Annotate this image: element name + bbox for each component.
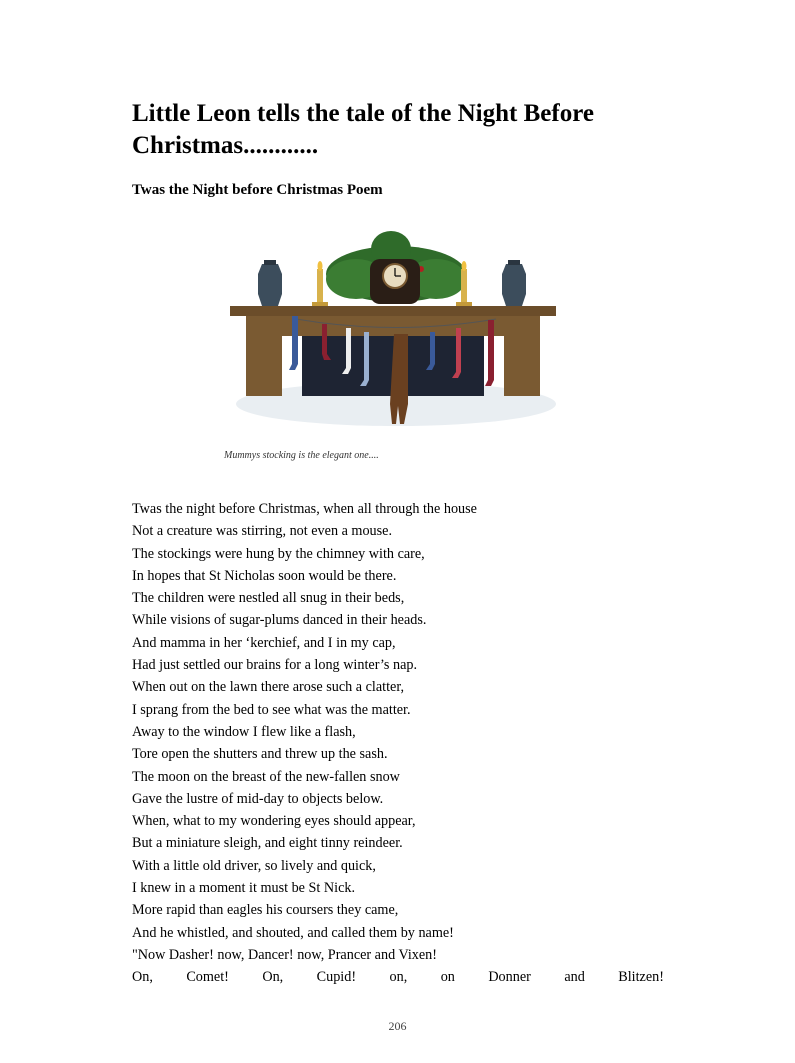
poem-line: The children were nestled all snug in their beds, — [132, 590, 405, 607]
poem-line: When, what to my wondering eyes should appear, — [132, 813, 416, 830]
poem-line: Tore open the shutters and threw up the sash. — [132, 746, 388, 763]
illustration-caption: Mummys stocking is the elegant one.... — [224, 450, 379, 461]
poem-line: And he whistled, and shouted, and called them by name! — [132, 924, 454, 941]
poem-line: When out on the lawn there arose such a clatter, — [132, 679, 405, 696]
vase-right — [502, 260, 526, 306]
poem-word: Blitzen! — [618, 969, 664, 986]
poem-line: The stockings were hung by the chimney with care, — [132, 545, 425, 562]
poem-line: While visions of sugar-plums danced in their heads. — [132, 612, 427, 629]
poem-line: But a miniature sleigh, and eight tinny reindeer. — [132, 835, 403, 852]
poem-line: I knew in a moment it must be St Nick. — [132, 880, 356, 897]
page-number: 206 — [388, 1019, 407, 1033]
page-title: Little Leon tells the tale of the Night Before Christmas............ — [132, 100, 594, 159]
poem-line: Gave the lustre of mid-day to objects below. — [132, 790, 384, 807]
poem-line: Not a creature was stirring, not even a mouse. — [132, 523, 393, 540]
poem-line: With a little old driver, so lively and quick, — [132, 857, 376, 874]
poem-word: On, — [262, 969, 284, 986]
poem-line-justified — [132, 966, 664, 988]
poem-line: In hopes that St Nicholas soon would be there. — [132, 567, 397, 584]
mantel-clock — [370, 259, 420, 304]
poem-line: And mamma in her ‘kerchief, and I in my cap, — [132, 634, 396, 651]
poem-word: on — [440, 969, 455, 986]
poem-line: I sprang from the bed to see what was the matter. — [132, 701, 411, 718]
poem-line: More rapid than eagles his coursers they came, — [132, 902, 399, 919]
poem-line: The moon on the breast of the new-fallen snow — [132, 768, 400, 785]
mantel-shelf — [230, 306, 556, 316]
poem-word: Comet! — [186, 969, 229, 986]
poem-text — [132, 498, 664, 989]
vase-left — [258, 260, 282, 306]
section-subtitle: Twas the Night before Christmas Poem — [132, 182, 383, 198]
poem-word: and — [564, 969, 585, 986]
candle-left — [312, 261, 328, 307]
poem-word: Cupid! — [316, 969, 357, 986]
poem-line: "Now Dasher! now, Dancer! now, Prancer and Vixen! — [132, 946, 438, 963]
poem-word: On, — [132, 969, 153, 986]
poem-word: Donner — [488, 969, 531, 986]
poem-word: on, — [389, 969, 408, 986]
poem-line: Twas the night before Christmas, when all through the house — [132, 501, 477, 517]
poem-line: Had just settled our brains for a long winter’s nap. — [132, 657, 418, 674]
poem-line: Away to the window I flew like a flash, — [132, 723, 356, 740]
fireplace-illustration — [226, 224, 560, 430]
